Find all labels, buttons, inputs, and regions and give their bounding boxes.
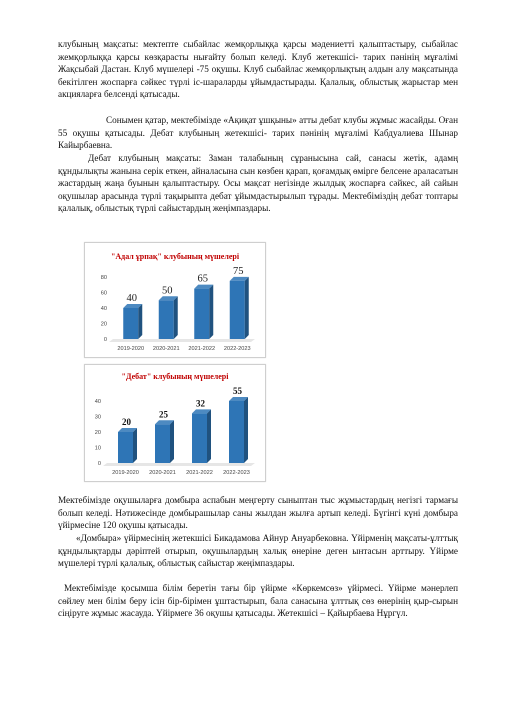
bar-side — [207, 409, 211, 463]
bar-side — [244, 397, 248, 463]
bar-side — [209, 285, 213, 339]
bar-2019-2020 — [118, 428, 137, 463]
bar-2020-2021 — [155, 420, 174, 463]
bar-front — [155, 424, 170, 463]
bar-front — [194, 289, 209, 339]
bar-side — [133, 428, 137, 463]
paragraph-dombyra: Мектебімізде оқушыларға домбыра аспабын меңгерту сыныптан тыс жұмыстардың негізгі тармағы болып келеді. Нәтижесінде домбырашылар саны жылдан жылға артып келеді. Бүгінгі күні домбыра үйірмесіне 120 оқушы қатысады. — [58, 495, 458, 531]
bar-front — [230, 281, 245, 339]
bar-front — [123, 308, 138, 339]
paragraph-dombyra-leader: «Домбыра» үйірмесінің жетекшісі Бикадамова Айнур Ануарбековна. Үйірменің мақсаты-ұлттық құндылықтарды дәріптей отырып, оқушылардың халық өнеріне деген ынтасын арттыру. Үйірме мүшелері түрлі қалалық, облыстық сайыстар жеңімпаздары. — [58, 533, 458, 569]
chart-debate-svg — [85, 365, 265, 481]
chart-debate — [84, 364, 266, 482]
data-label: 50 — [162, 285, 173, 297]
data-label: 25 — [159, 409, 168, 420]
y-tick-label: 60 — [100, 290, 107, 297]
y-tick-label: 30 — [94, 414, 101, 421]
y-tick-label: 0 — [103, 337, 107, 343]
bar-2020-2021 — [159, 296, 178, 339]
bar-2021-2022 — [194, 285, 213, 339]
paragraph-debate-club: Сонымен қатар, мектебімізде «Ақиқат ұшқыны» атты дебат клубы жұмыс жасайды. Оған 55 оқушы қатысады. Дебат клубының жетекшісі- тарих пәнінің мұғалімі Кабдуалиева Шынар Кайырбаевна. — [58, 115, 458, 151]
y-tick-label: 40 — [94, 399, 101, 405]
bar-2022-2023 — [229, 397, 248, 463]
bar-side — [170, 420, 174, 463]
bar-front — [118, 432, 133, 463]
bar-2022-2023 — [230, 277, 249, 339]
paragraph-debate-goal: Дебат клубының мақсаты: Заман талабының сұранысына сай, санасы жетік, адамң құндылықты жанына серік еткен, айналасына сын көзбен қарап, қоғамдық өмірге белсене араласатын жастардың жаңа буынын қалыптастыру. Осы мақсат негізінде жылдық жоспарға сәйкес, ай сайын оқушылар арасында түрлі тақырыпта дебат ұйымдастырылып тұрады. Мектебіміздің дебат топтары қалалық, облыстық түрлі сайыстардың жеңімпаздары. — [58, 153, 458, 214]
y-tick-label: 40 — [100, 306, 107, 312]
y-tick-label: 10 — [94, 445, 101, 452]
y-tick-label: 80 — [100, 275, 107, 281]
paragraph-korkemsoz: Мектебімізде қосымша білім беретін тағы бір үйірме «Көркемсөз» үйірмесі. Үйірме мәнерлеп сөйлеу мен білім беру ісін бір-бірімен ұштастырып, бала санасына ұлттық сөз өнерінің қыр-сырын сіңіруге жұмыс жасауда. Үйірмеге 36 оқушы қатысады. Жетекшісі – Қайырбаева Нұргүл. — [58, 583, 458, 619]
chart-floor — [103, 463, 255, 466]
data-label: 40 — [126, 293, 137, 304]
paragraph-anticorruption-club: клубының мақсаты: мектепте сыбайлас жемқорлыққа қарсы мәдениетті қалыптастыру, сыбайлас жемқорлыққа қарсы көзқарасты нығайту болып келеді. Клуб жетекшісі- тарих пәнінің мұғалімі Жақсыбай Дастан. Клуб мүшелері -75 оқушы. Клуб сыбайлас жемқорлықтың алдын алу мақсатында бекітілген жоспарға сәйкес түрлі іс-шараларды ұйымдастырады. Қалалық, облыстық жарыстар мен акцияларға белсенді қатысады. — [58, 39, 458, 100]
y-tick-label: 20 — [94, 430, 101, 436]
bar-side — [245, 277, 249, 339]
x-tick-label: 2020-2021 — [149, 470, 176, 476]
bar-2019-2020 — [123, 304, 142, 339]
bar-2021-2022 — [192, 409, 211, 463]
chart-adal-urpaq — [84, 242, 266, 358]
bar-side — [138, 304, 142, 339]
chart-title: "Дебат" клубының мүшелері — [121, 372, 229, 381]
chart-floor — [109, 339, 255, 342]
y-tick-label: 20 — [100, 321, 107, 328]
bar-side — [174, 296, 178, 339]
bar-front — [159, 300, 174, 339]
x-tick-label: 2021-2022 — [188, 346, 216, 352]
data-label: 65 — [197, 273, 208, 285]
chart-title: "Адал ұрпақ" клубының мүшелері — [110, 252, 240, 261]
data-label: 75 — [233, 265, 244, 277]
data-label: 20 — [122, 417, 131, 427]
bar-front — [229, 401, 244, 463]
x-tick-label: 2022-2023 — [223, 470, 250, 476]
x-tick-label: 2021-2022 — [186, 470, 213, 476]
x-tick-label: 2019-2020 — [117, 346, 145, 352]
x-tick-label: 2020-2021 — [152, 346, 180, 352]
x-tick-label: 2022-2023 — [223, 346, 251, 352]
data-label: 55 — [233, 386, 242, 396]
data-label: 32 — [196, 398, 205, 409]
x-tick-label: 2019-2020 — [112, 470, 139, 476]
chart-adal-urpaq-svg — [85, 243, 265, 357]
bar-front — [192, 413, 207, 463]
y-tick-label: 0 — [97, 461, 101, 467]
